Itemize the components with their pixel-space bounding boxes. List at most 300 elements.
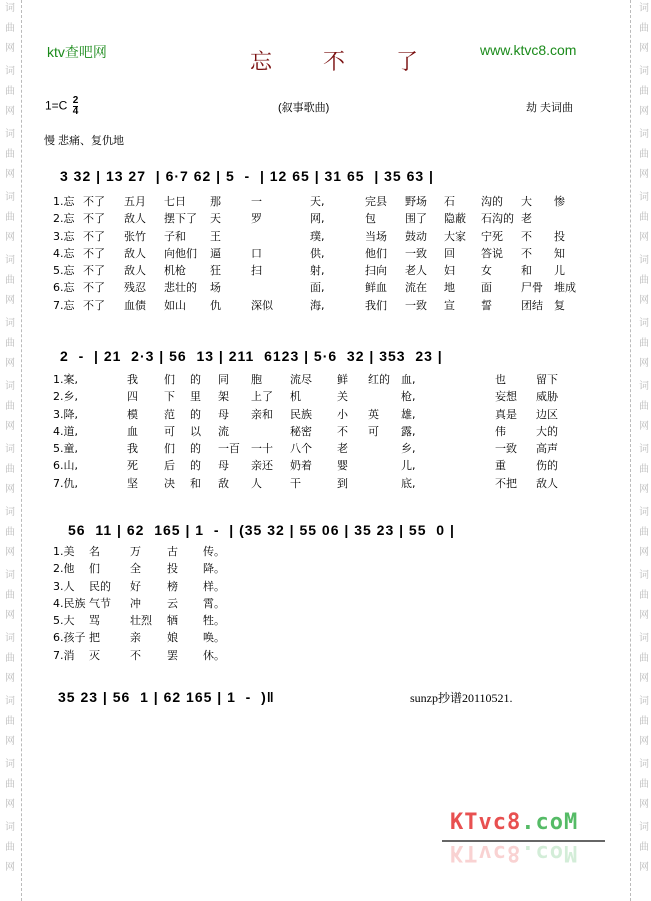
lyric-word: 上了 xyxy=(251,390,273,404)
notation-row-3: 56 11 | 62 165 | 1 - | (35 32 | 55 06 | 35 23 | 55 0 | xyxy=(68,522,455,538)
lyric-word: 投 xyxy=(167,562,178,576)
watermark-char: 词 xyxy=(5,129,15,140)
lyric-word: 名 xyxy=(89,545,100,558)
notation-row-1: 3 32 | 13 27 | 6·7 62 | 5 - | 12 65 | 31 65 | 35 63 | xyxy=(60,168,434,184)
lyric-word: 那 xyxy=(210,195,221,208)
lyric-word: 我 xyxy=(127,373,138,386)
watermark-char: 网 xyxy=(5,43,15,54)
lyric-word: 干 xyxy=(290,476,301,490)
watermark-char: 网 xyxy=(639,169,649,180)
watermark-char: 网 xyxy=(5,610,15,621)
lyric-word: 架 xyxy=(218,390,229,404)
lyric-word: 古 xyxy=(167,545,178,558)
lyric-word: 7.忘 xyxy=(53,298,75,312)
watermark-char: 网 xyxy=(5,106,15,117)
lyric-word: 和 xyxy=(190,476,201,490)
lyric-word: 把 xyxy=(89,631,100,645)
lyric-word: 四 xyxy=(127,390,138,404)
lyric-word: 残忍 xyxy=(124,281,146,295)
lyric-word: 场 xyxy=(210,281,221,295)
site-name-left: ktv查吧网 xyxy=(47,44,107,60)
lyric-word: 底, xyxy=(401,476,416,490)
lyric-word: 悲壮的 xyxy=(164,281,197,295)
lyric-word: 面 xyxy=(481,281,492,295)
lyric-word: 敌人 xyxy=(124,212,146,226)
watermark-char: 词 xyxy=(639,3,649,14)
lyric-word: 鲜 xyxy=(337,373,348,386)
watermark-char: 曲 xyxy=(5,86,15,97)
key-label: 1=C xyxy=(45,98,68,113)
lyric-word: 石沟的 xyxy=(481,212,514,226)
transcriber-signature: sunzp抄谱20110521. xyxy=(410,691,513,705)
lyric-word: 野场 xyxy=(405,195,427,208)
lyric-word: 7.消 xyxy=(53,648,75,662)
lyric-word: 尸骨 xyxy=(521,281,543,295)
lyric-word: 完县 xyxy=(365,195,387,208)
lyric-word: 王 xyxy=(210,229,221,243)
lyric-word: 1.案, xyxy=(53,373,78,386)
lyric-word: 的 xyxy=(190,459,201,473)
watermark-char: 词 xyxy=(5,318,15,329)
watermark-char: 曲 xyxy=(639,653,649,664)
time-signature xyxy=(73,96,79,117)
watermark-char: 曲 xyxy=(639,464,649,475)
lyric-word: 宁死 xyxy=(481,229,503,243)
lyric-word: 狂 xyxy=(210,264,221,278)
watermark-char: 网 xyxy=(639,358,649,369)
lyric-word: 罗 xyxy=(251,212,262,226)
watermark-char: 曲 xyxy=(5,401,15,412)
lyric-word: 传。 xyxy=(203,545,225,558)
watermark-char: 曲 xyxy=(639,23,649,34)
watermark-char: 网 xyxy=(639,232,649,243)
lyric-word: 鼓动 xyxy=(405,229,427,243)
time-sig-denominator: 4 xyxy=(72,106,79,117)
lyric-word: 七日 xyxy=(164,195,186,208)
lyric-word: 乡, xyxy=(401,442,416,456)
lyric-word: 3.人 xyxy=(53,579,75,593)
watermark-char: 网 xyxy=(5,232,15,243)
watermark-char: 词 xyxy=(639,507,649,518)
lyric-word: 向他们 xyxy=(164,246,197,260)
watermark-char: 词 xyxy=(5,444,15,455)
watermark-char: 网 xyxy=(639,736,649,747)
lyric-word: 老 xyxy=(337,442,348,456)
watermark-char: 网 xyxy=(5,169,15,180)
site-url-right[interactable]: www.ktvc8.com xyxy=(480,42,577,58)
watermark-char: 词 xyxy=(639,318,649,329)
lyric-word: 边区 xyxy=(536,407,558,421)
page-title: 忘 不 了 xyxy=(250,50,440,75)
lyric-word: 敌 xyxy=(218,476,229,490)
watermark-char: 网 xyxy=(639,43,649,54)
watermark-char: 曲 xyxy=(639,275,649,286)
lyric-word: 不 xyxy=(337,424,348,438)
lyric-word: 一致 xyxy=(405,298,427,312)
watermark-char: 曲 xyxy=(5,23,15,34)
watermark-char: 曲 xyxy=(5,212,15,223)
lyric-word: 誓 xyxy=(481,298,492,312)
lyric-word: 坚 xyxy=(127,476,138,490)
lyric-word: 团结 xyxy=(521,298,543,312)
lyric-word: 射, xyxy=(310,264,325,278)
song-genre: (叙事歌曲) xyxy=(278,102,330,114)
lyric-word: 的 xyxy=(190,407,201,421)
lyric-word: 鲜血 xyxy=(365,281,387,295)
lyric-word: 摆下了 xyxy=(164,212,197,226)
lyric-word: 后 xyxy=(164,459,175,473)
lyric-word: 6.忘 xyxy=(53,281,75,295)
lyric-word: 石 xyxy=(444,195,455,208)
lyric-word: 惨 xyxy=(554,195,565,208)
watermark-char: 曲 xyxy=(5,149,15,160)
tempo-marking: 慢 悲痛、复仇地 xyxy=(44,135,125,147)
lyric-word: 胞 xyxy=(251,373,262,386)
lyric-word: 深似 xyxy=(251,298,273,312)
lyric-word: 好 xyxy=(130,579,141,593)
lyric-word: 的 xyxy=(190,373,201,386)
lyric-word: 围了 xyxy=(405,212,427,226)
lyric-word: 妄想 xyxy=(495,390,517,404)
lyric-word: 死 xyxy=(127,459,138,473)
watermark-char: 词 xyxy=(5,507,15,518)
lyric-word: 可 xyxy=(164,424,175,438)
lyric-word: 们 xyxy=(89,562,100,576)
watermark-char: 网 xyxy=(5,358,15,369)
lyric-word: 奶着 xyxy=(290,459,312,473)
lyric-word: 亲还 xyxy=(251,459,273,473)
lyric-word: 儿 xyxy=(554,264,565,278)
lyric-word: 知 xyxy=(554,246,565,260)
watermark-char: 词 xyxy=(639,822,649,833)
lyric-word: 亲 xyxy=(130,631,141,645)
watermark-char: 曲 xyxy=(639,86,649,97)
lyric-word: 地 xyxy=(444,281,455,295)
lyric-word: 1.美 xyxy=(53,545,75,558)
watermark-char: 词 xyxy=(639,66,649,77)
lyric-word: 亲和 xyxy=(251,407,273,421)
watermark-char: 网 xyxy=(639,673,649,684)
lyric-word: 5.大 xyxy=(53,614,75,628)
watermark-char: 词 xyxy=(639,129,649,140)
lyric-word: 枪, xyxy=(401,390,416,404)
lyric-word: 仇 xyxy=(210,298,221,312)
lyric-word: 一致 xyxy=(495,442,517,456)
lyric-word: 小 xyxy=(337,407,348,421)
lyric-word: 儿, xyxy=(401,459,416,473)
watermark-char: 网 xyxy=(639,799,649,810)
watermark-char: 曲 xyxy=(639,590,649,601)
lyric-word: 不了 xyxy=(83,246,105,260)
lyric-word: 逼 xyxy=(210,246,221,260)
lyric-word: 大 xyxy=(521,195,532,208)
lyric-word: 老人 xyxy=(405,264,427,278)
lyric-word: 不了 xyxy=(83,229,105,243)
watermark-char: 曲 xyxy=(639,779,649,790)
lyric-word: 一十 xyxy=(251,442,273,456)
watermark-char: 网 xyxy=(5,862,15,873)
lyric-word: 云 xyxy=(167,596,178,610)
lyric-word: 五月 xyxy=(124,195,146,208)
lyric-word: 气节 xyxy=(89,596,111,610)
watermark-char: 词 xyxy=(5,570,15,581)
lyric-word: 机枪 xyxy=(164,264,186,278)
lyric-word: 供, xyxy=(310,246,325,260)
lyric-word: 敌人 xyxy=(124,264,146,278)
watermark-char: 词 xyxy=(5,633,15,644)
lyric-word: 大的 xyxy=(536,424,558,438)
lyric-word: 璞, xyxy=(310,229,325,243)
lyric-word: 不了 xyxy=(83,195,105,208)
lyric-word: 天, xyxy=(310,195,325,208)
lyric-word: 一 xyxy=(251,195,262,208)
watermark-char: 网 xyxy=(639,106,649,117)
lyric-word: 霄。 xyxy=(203,596,225,610)
lyric-word: 口 xyxy=(251,246,262,260)
lyric-word: 包 xyxy=(365,212,376,226)
lyric-word: 们 xyxy=(164,442,175,456)
lyric-word: 天 xyxy=(210,212,221,226)
lyric-word: 不把 xyxy=(495,476,517,490)
watermark-char: 曲 xyxy=(5,842,15,853)
watermark-char: 词 xyxy=(639,381,649,392)
lyric-word: 老 xyxy=(521,212,532,226)
lyric-word: 网, xyxy=(310,212,325,226)
watermark-char: 网 xyxy=(5,547,15,558)
watermark-char: 网 xyxy=(5,736,15,747)
watermark-char: 曲 xyxy=(639,716,649,727)
lyric-word: 休。 xyxy=(203,648,225,662)
watermark-char: 词 xyxy=(5,759,15,770)
lyric-word: 4.道, xyxy=(53,424,78,438)
lyric-word: 留下 xyxy=(536,373,558,386)
watermark-char: 曲 xyxy=(639,527,649,538)
lyric-word: 宣 xyxy=(444,298,455,312)
lyric-word: 万 xyxy=(130,545,141,558)
watermark-char: 词 xyxy=(639,192,649,203)
watermark-char: 曲 xyxy=(5,275,15,286)
lyric-word: 4.忘 xyxy=(53,246,75,260)
watermark-char: 网 xyxy=(639,862,649,873)
lyric-word: 母 xyxy=(218,459,229,473)
lyric-word: 隐蔽 xyxy=(444,212,466,226)
lyric-word: 回 xyxy=(444,246,455,260)
lyric-word: 4.民族 xyxy=(53,596,86,610)
lyric-word: 母 xyxy=(218,407,229,421)
lyric-word: 扫 xyxy=(251,264,262,278)
watermark-char: 曲 xyxy=(639,401,649,412)
lyric-word: 血, xyxy=(401,373,416,386)
lyric-word: 牲。 xyxy=(203,614,225,628)
lyric-word: 3.降, xyxy=(53,407,78,421)
notation-row-4: 35 23 | 56 1 | 62 165 | 1 - )‖ xyxy=(58,689,275,705)
watermark-char: 曲 xyxy=(5,464,15,475)
watermark-char: 网 xyxy=(5,484,15,495)
lyric-word: 的 xyxy=(190,442,201,456)
lyric-word: 英 xyxy=(368,407,379,421)
lyric-word: 们 xyxy=(164,373,175,386)
lyric-word: 关 xyxy=(337,390,348,404)
lyric-word: 样。 xyxy=(203,579,225,593)
lyric-word: 一致 xyxy=(405,246,427,260)
lyric-word: 罢 xyxy=(167,648,178,662)
lyric-word: 5.童, xyxy=(53,442,78,456)
lyric-word: 敌人 xyxy=(536,476,558,490)
lyric-word: 如山 xyxy=(164,298,186,312)
lyric-word: 6.山, xyxy=(53,459,78,473)
lyric-word: 流在 xyxy=(405,281,427,295)
watermark-char: 网 xyxy=(639,421,649,432)
lyric-word: 机 xyxy=(290,390,301,404)
left-dashed-border xyxy=(21,0,22,901)
key-signature xyxy=(45,96,78,117)
lyric-word: 复 xyxy=(554,298,565,312)
song-author: 劫 夫词曲 xyxy=(526,102,574,114)
watermark-char: 词 xyxy=(639,696,649,707)
lyric-word: 伤的 xyxy=(536,459,558,473)
lyric-word: 红的 xyxy=(368,373,390,386)
watermark-char: 曲 xyxy=(5,779,15,790)
watermark-char: 词 xyxy=(5,381,15,392)
lyric-word: 不 xyxy=(130,648,141,662)
watermark-char: 词 xyxy=(639,759,649,770)
lyric-word: 沟的 xyxy=(481,195,503,208)
watermark-char: 词 xyxy=(639,255,649,266)
watermark-char: 网 xyxy=(639,610,649,621)
watermark-char: 网 xyxy=(639,484,649,495)
lyric-word: 血债 xyxy=(124,298,146,312)
lyric-word: 我们 xyxy=(365,298,387,312)
lyric-word: 降。 xyxy=(203,562,225,576)
lyric-word: 人 xyxy=(251,476,262,490)
watermark-char: 曲 xyxy=(5,527,15,538)
lyric-word: 范 xyxy=(164,407,175,421)
lyric-word: 面, xyxy=(310,281,325,295)
lyric-word: 张竹 xyxy=(124,229,146,243)
lyric-word: 一百 xyxy=(218,442,240,456)
watermark-char: 曲 xyxy=(5,653,15,664)
lyric-word: 和 xyxy=(521,264,532,278)
lyric-word: 模 xyxy=(127,407,138,421)
lyric-word: 可 xyxy=(368,424,379,438)
watermark-char: 词 xyxy=(5,696,15,707)
lyric-word: 子和 xyxy=(164,229,186,243)
lyric-word: 威胁 xyxy=(536,390,558,404)
lyric-word: 不 xyxy=(521,229,532,243)
lyric-word: 八个 xyxy=(290,442,312,456)
lyric-word: 雄, xyxy=(401,407,416,421)
lyric-word: 大家 xyxy=(444,229,466,243)
watermark-char: 网 xyxy=(5,295,15,306)
lyric-word: 伟 xyxy=(495,424,506,438)
lyric-word: 到 xyxy=(337,476,348,490)
lyric-word: 7.仇, xyxy=(53,476,78,490)
lyric-word: 灭 xyxy=(89,648,100,662)
lyric-word: 海, xyxy=(310,298,325,312)
lyric-word: 唤。 xyxy=(203,631,225,645)
lyric-word: 真是 xyxy=(495,407,517,421)
lyric-word: 投 xyxy=(554,229,565,243)
lyric-word: 堆成 xyxy=(554,281,576,295)
watermark-char: 词 xyxy=(5,66,15,77)
watermark-char: 曲 xyxy=(5,716,15,727)
lyric-word: 5.忘 xyxy=(53,264,75,278)
lyric-word: 1.忘 xyxy=(53,195,75,208)
lyric-word: 2.乡, xyxy=(53,390,78,404)
watermark-char: 词 xyxy=(639,633,649,644)
watermark-char: 曲 xyxy=(639,842,649,853)
lyric-word: 不了 xyxy=(83,212,105,226)
watermark-char: 词 xyxy=(5,822,15,833)
lyric-word: 壮烈 xyxy=(130,614,152,628)
lyric-word: 以 xyxy=(190,424,201,438)
lyric-word: 流尽 xyxy=(290,373,312,386)
lyric-word: 妇 xyxy=(444,264,455,278)
lyric-word: 也 xyxy=(495,373,506,386)
logo-reflection: KTvc8.coM xyxy=(450,840,579,865)
lyric-word: 牺 xyxy=(167,614,178,628)
lyric-word: 全 xyxy=(130,562,141,576)
ktvc8-logo xyxy=(450,810,600,870)
lyric-word: 娘 xyxy=(167,631,178,645)
watermark-char: 词 xyxy=(5,3,15,14)
lyric-word: 决 xyxy=(164,476,175,490)
lyric-word: 骂 xyxy=(89,614,100,628)
lyric-word: 血 xyxy=(127,424,138,438)
watermark-char: 曲 xyxy=(5,590,15,601)
lyric-word: 扫向 xyxy=(365,264,387,278)
watermark-char: 网 xyxy=(5,673,15,684)
lyric-word: 冲 xyxy=(130,596,141,610)
lyric-word: 不了 xyxy=(83,298,105,312)
lyric-word: 不了 xyxy=(83,264,105,278)
left-watermark-strip xyxy=(0,0,20,901)
lyric-word: 当场 xyxy=(365,229,387,243)
right-watermark-strip xyxy=(634,0,651,901)
right-dashed-border xyxy=(630,0,631,901)
lyric-word: 不 xyxy=(521,246,532,260)
logo-green-text: .coM xyxy=(521,810,579,835)
watermark-char: 曲 xyxy=(639,212,649,223)
lyric-word: 下 xyxy=(164,390,175,404)
lyric-word: 里 xyxy=(190,390,201,404)
lyric-word: 2.他 xyxy=(53,562,75,576)
watermark-char: 曲 xyxy=(639,338,649,349)
watermark-char: 词 xyxy=(639,570,649,581)
logo-red-text: KTvc8 xyxy=(450,810,522,835)
lyric-word: 流 xyxy=(218,424,229,438)
watermark-char: 网 xyxy=(639,295,649,306)
lyric-word: 他们 xyxy=(365,246,387,260)
lyric-word: 我 xyxy=(127,442,138,456)
lyric-word: 不了 xyxy=(83,281,105,295)
watermark-char: 词 xyxy=(639,444,649,455)
watermark-char: 曲 xyxy=(5,338,15,349)
watermark-char: 网 xyxy=(5,421,15,432)
watermark-char: 曲 xyxy=(639,149,649,160)
lyric-word: 同 xyxy=(218,373,229,386)
lyric-word: 2.忘 xyxy=(53,212,75,226)
lyric-word: 敌人 xyxy=(124,246,146,260)
lyric-word: 高声 xyxy=(536,442,558,456)
lyric-word: 民的 xyxy=(89,579,111,593)
watermark-char: 网 xyxy=(639,547,649,558)
lyric-word: 秘密 xyxy=(290,424,312,438)
lyric-word: 民族 xyxy=(290,407,312,421)
lyric-word: 婴 xyxy=(337,459,348,473)
notation-row-2: 2 - | 21 2·3 | 56 13 | 211 6123 | 5·6 32 | 353 23 | xyxy=(60,348,443,364)
lyric-word: 答说 xyxy=(481,246,503,260)
